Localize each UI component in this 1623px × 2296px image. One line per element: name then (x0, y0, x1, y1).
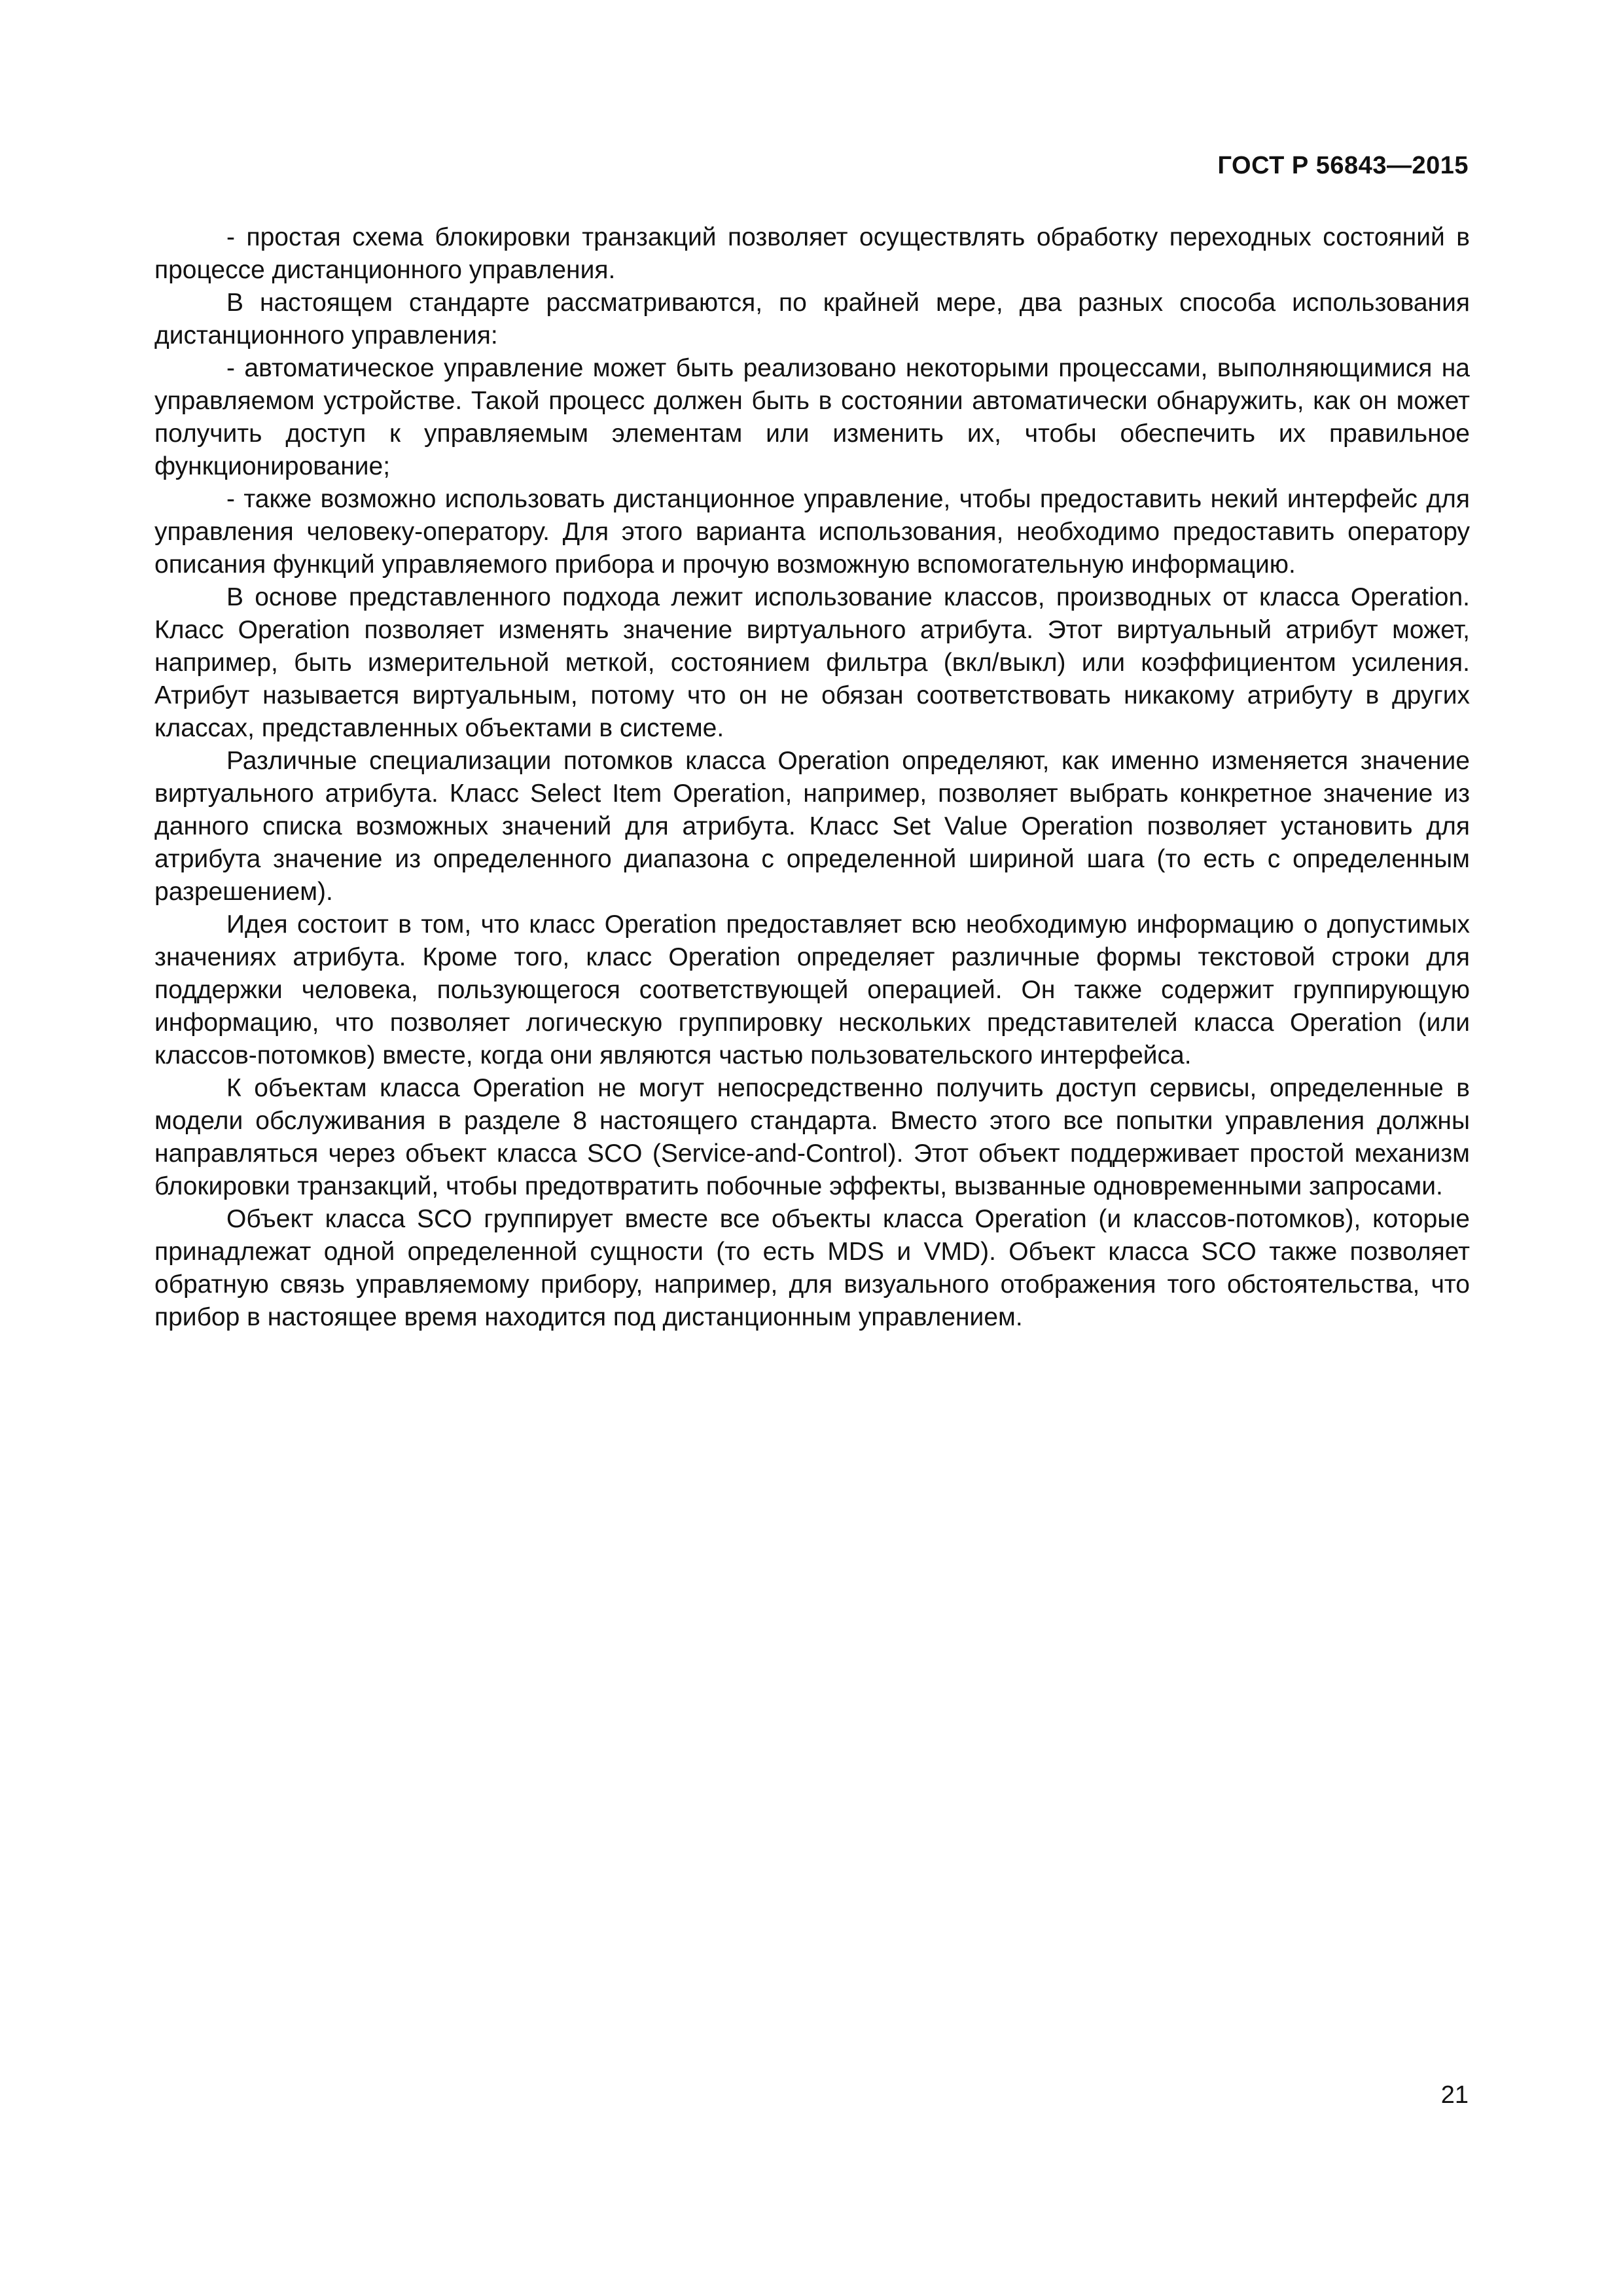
paragraph-4: - также возможно использовать дистанционное управление, чтобы предоставить некий интерфейс для управления человеку-оператору. Для этого варианта использования, необходимо предоставить оператору описания функций управляемого прибора и прочую возможную вспомогательную информацию. (154, 485, 1470, 579)
paragraph-7: Идея состоит в том, что класс Operation предоставляет всю необходимую информацию о допустимых значениях атрибута. Кроме того, класс Operation определяет различные формы текстовой строки для поддержки человека, пользующегося соответствующей операцией. Он также содержит группирующую информацию, что позволяет логическую группировку нескольких представителей класса Operation (или классов-потомков) вместе, когда они являются частью пользовательского интерфейса. (154, 910, 1470, 1069)
document-code-header: ГОСТ Р 56843—2015 (1217, 152, 1469, 179)
paragraph-3: - автоматическое управление может быть реализовано некоторыми процессами, выполняющимися на управляемом устройстве. Такой процесс должен быть в состоянии автоматически обнаружить, как он может получить доступ к управляемым элементам или изменить их, чтобы обеспечить их правильное функционирование; (154, 354, 1470, 480)
paragraph-8: К объектам класса Operation не могут непосредственно получить доступ сервисы, определенные в модели обслуживания в разделе 8 настоящего стандарта. Вместо этого все попытки управления должны направляться через объект класса SCO (Service-and-Control). Этот объект поддерживает простой механизм блокировки транзакций, чтобы предотвратить побочные эффекты, вызванные одновременными запросами. (154, 1074, 1470, 1200)
paragraph-2: В настоящем стандарте рассматриваются, по крайней мере, два разных способа использования дистанционного управления: (154, 289, 1470, 350)
paragraph-1: - простая схема блокировки транзакций позволяет осуществлять обработку переходных состояний в процессе дистанционного управления. (154, 223, 1470, 284)
paragraph-6: Различные специализации потомков класса Operation определяют, как именно изменяется значение виртуального атрибута. Класс Select Item Operation, например, позволяет выбрать конкретное значение из данного списка возможных значений для атрибута. Класс Set Value Operation позволяет установить для атрибута значение из определенного диапазона с определенной шириной шага (то есть с определенным разрешением). (154, 747, 1470, 906)
paragraph-5: В основе представленного подхода лежит использование классов, производных от класса Operation. Класс Operation позволяет изменять значение виртуального атрибута. Этот виртуальный атрибут может, например, быть измерительной меткой, состоянием фильтра (вкл/выкл) или коэффициентом усиления. Атрибут называется виртуальным, потому что он не обязан соответствовать никакому атрибуту в других классах, представленных объектами в системе. (154, 583, 1470, 742)
paragraph-9: Объект класса SCO группирует вместе все объекты класса Operation (и классов-потомков), которые принадлежат одной определенной сущности (то есть MDS и VMD). Объект класса SCO также позволяет обратную связь управляемому прибору, например, для визуального отображения того обстоятельства, что прибор в настоящее время находится под дистанционным управлением. (154, 1205, 1470, 1331)
document-body (154, 221, 1470, 1334)
page-number: 21 (1440, 2081, 1469, 2109)
